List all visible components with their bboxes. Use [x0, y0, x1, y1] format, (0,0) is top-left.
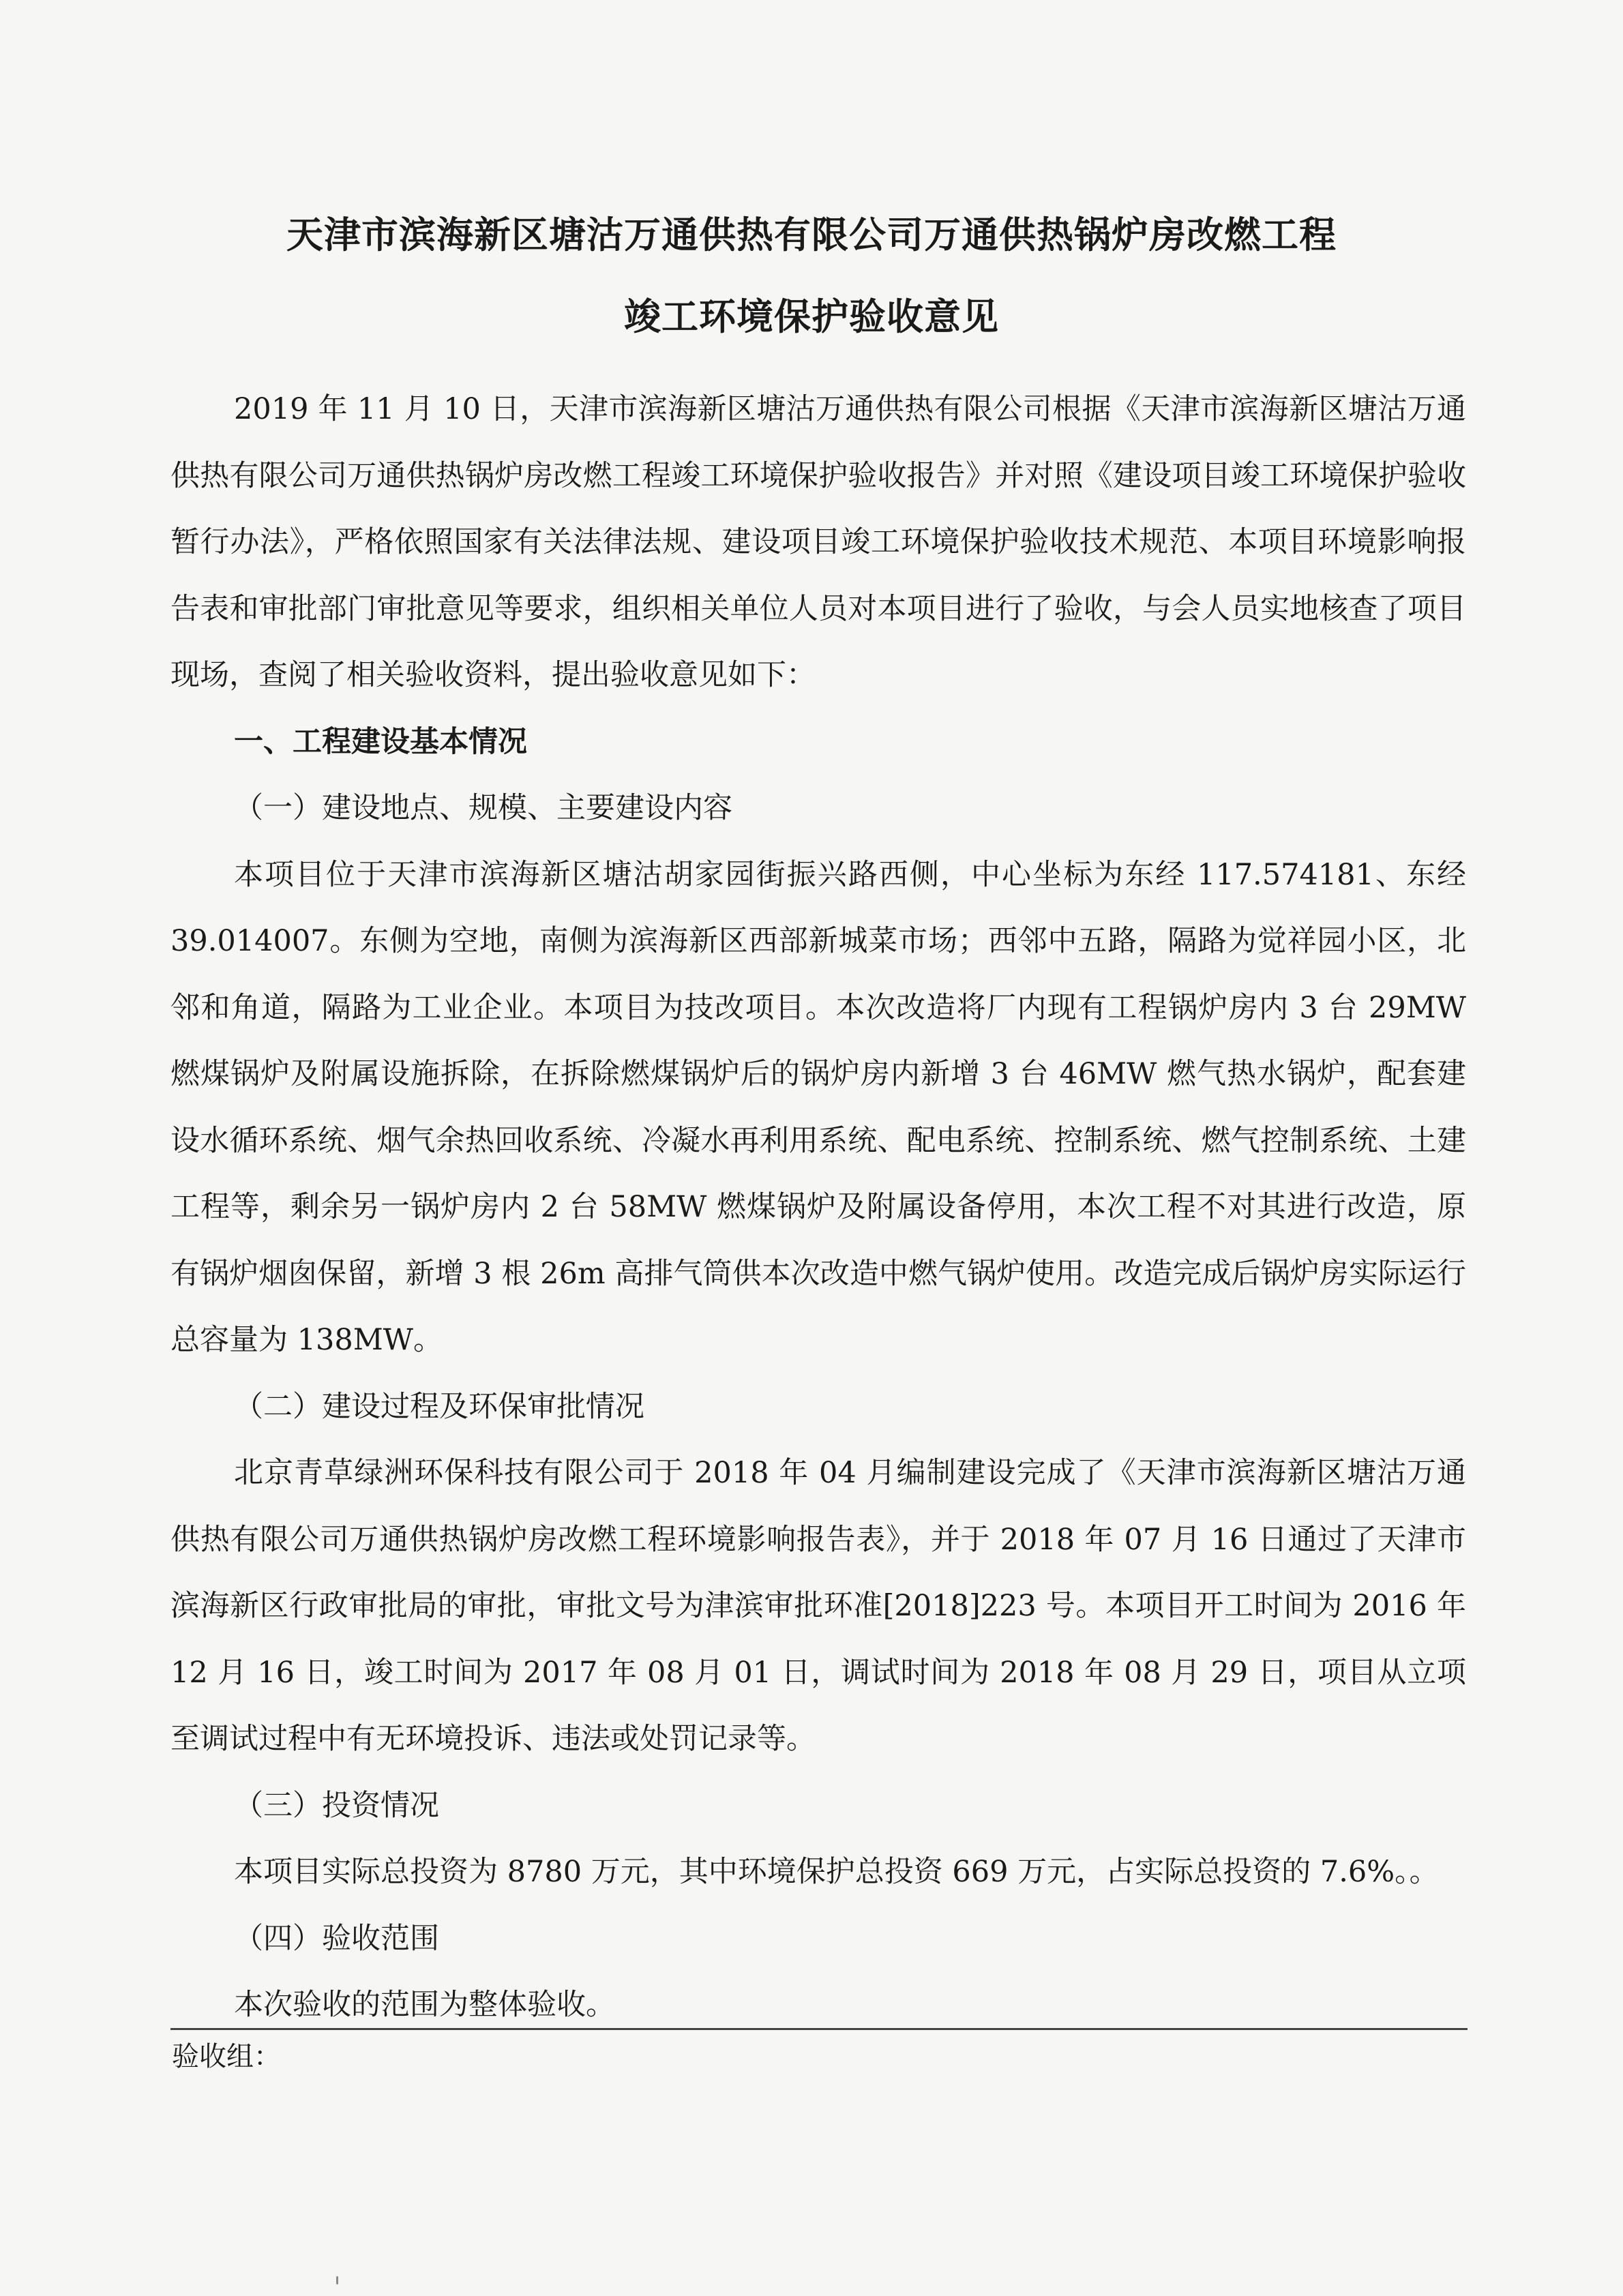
- sub3-paragraph: 本项目实际总投资为 8780 万元，其中环境保护总投资 669 万元，占实际总投资的 7.6%。。: [234, 1855, 1439, 1889]
- document-title-line2: 竣工环境保护验收意见: [624, 295, 999, 338]
- sub2-heading: （二）建设过程及环保审批情况: [234, 1389, 644, 1424]
- footer-divider: [170, 2028, 1468, 2030]
- section1-heading: 一、工程建设基本情况: [234, 724, 527, 759]
- scan-speck: [336, 2276, 338, 2284]
- sub2-paragraph: 北京青草绿洲环保科技有限公司于 2018 年 04 月编制建设完成了《天津市滨海新区塘沽万通供热有限公司万通供热锅炉房改燃工程环境影响报告表》，并于 2018 年 07 月 16 日通过了天津市滨海新区行政审批局的审批，审批文号为津滨审批环准[2018]223 号。本项目开工时间为 2016 年 12 月 16 日，竣工时间为 2017 年 08 月 01 日，调试时间为 2018 年 08 月 29 日，项目从立项至调试过程中有无环境投诉、违法或处罚记录等。: [170, 1456, 1466, 1756]
- sub1-paragraph: 本项目位于天津市滨海新区塘沽胡家园街振兴路西侧，中心坐标为东经 117.574181、东经 39.014007。东侧为空地，南侧为滨海新区西部新城菜市场；西邻中五路，隔路为觉祥园小区，北邻和角道，隔路为工业企业。本项目为技改项目。本次改造将厂内现有工程锅炉房内 3 台 29MW 燃煤锅炉及附属设施拆除，在拆除燃煤锅炉后的锅炉房内新增 3 台 46MW 燃气热水锅炉，配套建设水循环系统、烟气余热回收系统、冷凝水再利用系统、配电系统、控制系统、燃气控制系统、土建工程等，剩余另一锅炉房内 2 台 58MW 燃煤锅炉及附属设备停用，本次工程不对其进行改造，原有锅炉烟囱保留，新增 3 根 26m 高排气筒供本次改造中燃气锅炉使用。改造完成后锅炉房实际运行总容量为 138MW。: [170, 857, 1466, 1357]
- sub1-heading: （一）建设地点、规模、主要建设内容: [234, 791, 732, 825]
- document-body: [170, 376, 1466, 2039]
- sub4-paragraph: 本次验收的范围为整体验收。: [234, 1988, 615, 2022]
- intro-paragraph: 2019 年 11 月 10 日，天津市滨海新区塘沽万通供热有限公司根据《天津市滨海新区塘沽万通供热有限公司万通供热锅炉房改燃工程竣工环境保护验收报告》并对照《建设项目竣工环境保护验收暂行办法》，严格依照国家有关法律法规、建设项目竣工环境保护验收技术规范、本项目环境影响报告表和审批部门审批意见等要求，组织相关单位人员对本项目进行了验收，与会人员实地核查了项目现场，查阅了相关验收资料，提出验收意见如下：: [170, 392, 1466, 692]
- footer-label: 验收组：: [172, 2041, 281, 2072]
- document-title-line1: 天津市滨海新区塘沽万通供热有限公司万通供热锅炉房改燃工程: [286, 213, 1337, 256]
- sub4-heading: （四）验收范围: [234, 1921, 439, 1956]
- sub3-heading: （三）投资情况: [234, 1788, 439, 1823]
